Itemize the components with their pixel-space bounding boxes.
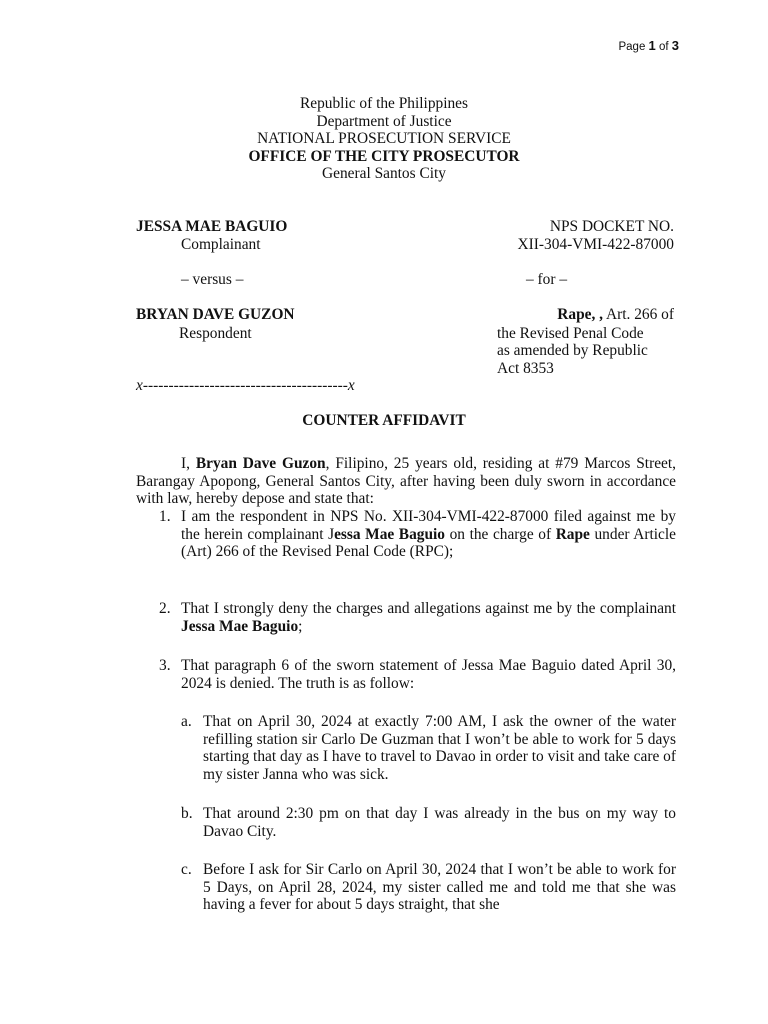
page-number bbox=[618, 37, 679, 57]
separator-right-x: x bbox=[347, 377, 355, 394]
sub-item-letter: c. bbox=[181, 861, 192, 878]
complainant-name-bold: essa Mae Baguio bbox=[334, 525, 445, 543]
docket-number: XII-304-VMI-422-87000 bbox=[517, 236, 674, 253]
item-number: 3. bbox=[159, 657, 171, 674]
item-number: 2. bbox=[159, 600, 171, 617]
item-text-part: I am the respondent in NPS No. XII-304-VMI-422-87000 filed against me by the herein complainant J bbox=[181, 508, 676, 543]
list-item bbox=[159, 600, 676, 635]
list-item bbox=[159, 508, 676, 561]
respondent-name: BRYAN DAVE GUZON bbox=[136, 306, 295, 323]
page-number-separator: of bbox=[655, 41, 672, 53]
item-text-part: That I strongly deny the charges and allegations against me by the complainant bbox=[181, 600, 676, 617]
sub-list-item bbox=[181, 805, 676, 840]
complainant-name-bold: Jessa Mae Baguio bbox=[181, 617, 299, 635]
charge-name-bold: Rape bbox=[555, 525, 590, 543]
list-item bbox=[159, 657, 676, 692]
charge-rest: Art. 266 of bbox=[603, 306, 674, 323]
sub-list-item bbox=[181, 861, 676, 914]
page-number-prefix: Page bbox=[618, 41, 649, 53]
item-text bbox=[181, 600, 676, 635]
header-service: NATIONAL PROSECUTION SERVICE bbox=[257, 130, 511, 148]
sub-item-text: That around 2:30 pm on that day I was already in the bus on my way to Davao City. bbox=[203, 805, 676, 840]
sub-list-item bbox=[181, 713, 676, 783]
header-city: General Santos City bbox=[322, 165, 446, 183]
charge-bold: Rape, , bbox=[557, 306, 604, 323]
intro-rest: , Filipino, 25 years old, residing at #79 Marcos Street, Barangay Apopong, General Santos City, after having been duly sworn in accordance with law, hereby depose and state that: bbox=[136, 455, 676, 508]
for-label: – for – bbox=[526, 271, 568, 288]
sub-item-letter: a. bbox=[181, 713, 192, 730]
complainant-name: JESSA MAE BAGUIO bbox=[136, 218, 288, 235]
page-number-current: 1 bbox=[648, 38, 656, 53]
separator-dashes: ---------------------------------------- bbox=[142, 377, 348, 394]
item-text-part: under Article (Art) 266 of the Revised Penal Code (RPC); bbox=[181, 525, 676, 561]
caption-separator bbox=[136, 377, 355, 395]
versus-label: – versus – bbox=[181, 271, 244, 288]
item-number: 1. bbox=[159, 508, 171, 525]
sub-item-letter: b. bbox=[181, 805, 193, 822]
docket-label: NPS DOCKET NO. bbox=[549, 218, 674, 235]
separator-left-x: x bbox=[136, 377, 143, 394]
item-text: That paragraph 6 of the sworn statement of Jessa Mae Baguio dated April 30, 2024 is denied. The truth is as follow: bbox=[181, 657, 676, 692]
charge-line-4: Act 8353 bbox=[497, 360, 554, 377]
intro-paragraph bbox=[136, 455, 676, 508]
charge-line-2: the Revised Penal Code bbox=[497, 325, 644, 342]
item-text-part: on the charge of bbox=[445, 525, 556, 543]
respondent-role: Respondent bbox=[179, 325, 252, 342]
sub-item-text: That on April 30, 2024 at exactly 7:00 AM, I ask the owner of the water refilling station sir Carlo De Guzman that I won’t be able to work for 5 days starting that day as I have to travel to Davao in order to visit and take care of my sister Janna who was sick. bbox=[203, 713, 676, 783]
header-republic: Republic of the Philippines bbox=[300, 95, 468, 112]
document-title: COUNTER AFFIDAVIT bbox=[302, 412, 466, 429]
charge-line-1 bbox=[557, 306, 674, 324]
affiant-name: Bryan Dave Guzon bbox=[195, 455, 326, 472]
header-department: Department of Justice bbox=[316, 112, 452, 130]
item-text bbox=[181, 508, 676, 561]
page-number-total: 3 bbox=[671, 38, 679, 53]
sub-item-text: Before I ask for Sir Carlo on April 30, 2024 that I won’t be able to work for 5 Days, on April 28, 2024, my sister called me and told me that she was having a fever for about 5 days straight, that she bbox=[203, 861, 676, 914]
item-text-part: ; bbox=[298, 617, 303, 635]
document-header bbox=[0, 95, 768, 183]
header-office: OFFICE OF THE CITY PROSECUTOR bbox=[248, 147, 520, 165]
charge-line-3: as amended by Republic bbox=[497, 342, 648, 359]
complainant-role: Complainant bbox=[181, 236, 261, 253]
intro-pre: I, bbox=[181, 455, 196, 472]
